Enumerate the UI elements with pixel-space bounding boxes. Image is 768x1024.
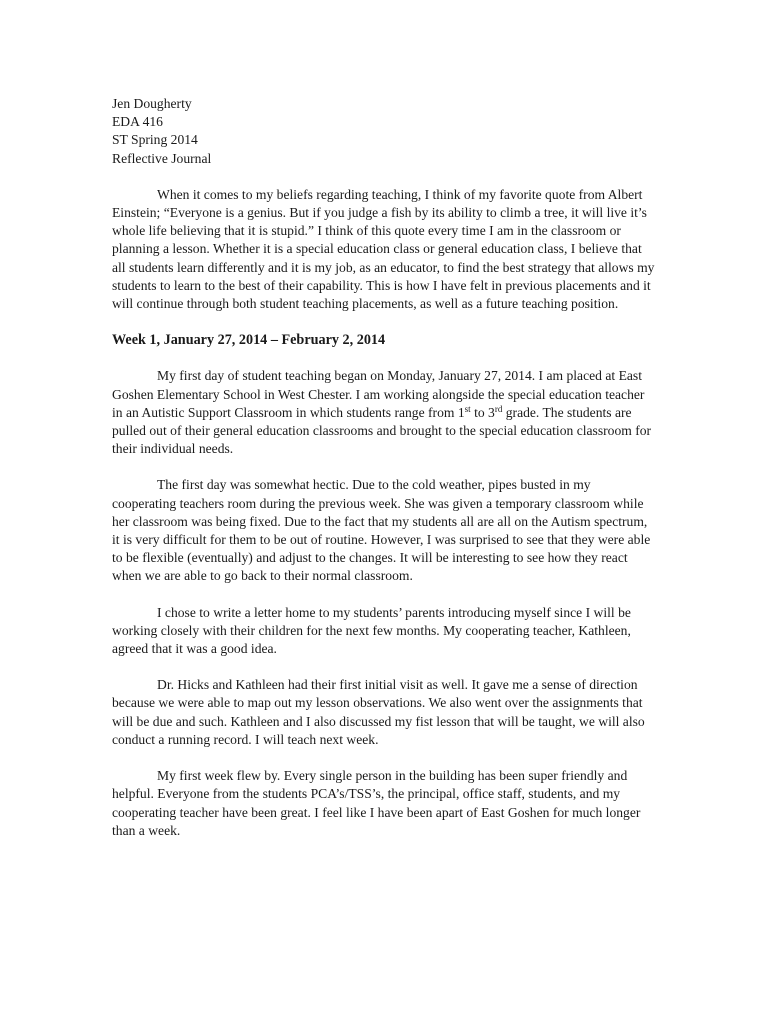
author-name: Jen Dougherty xyxy=(112,96,192,111)
ordinal-superscript: rd xyxy=(494,403,503,414)
week1-paragraph-4: Dr. Hicks and Kathleen had their first initial visit as well. It gave me a sense of direction because we were able to map out my lesson observations. We also went over the assignments that will be due and such. Kathleen and I also discussed my fist lesson that will be taught, we will also conduct a running record. I will teach next week. xyxy=(112,677,645,747)
document-page xyxy=(112,95,658,858)
course-code: EDA 416 xyxy=(112,114,163,130)
week1-paragraph-3: I chose to write a letter home to my students’ parents introducing myself since I will be working closely with their children for the next few months. My cooperating teacher, Kathleen, agreed that it was a good idea. xyxy=(112,604,631,657)
week1-paragraph-2: The first day was somewhat hectic. Due to the cold weather, pipes busted in my cooperating teachers room during the previous week. She was given a temporary classroom while her classroom was being fixed. Due to the fact that my students all are all on the Autism spectrum, it is very difficult for them to be out of routine. However, I was surprised to see that they were able to be flexible (eventually) and adjust to the changes. It will be interesting to see how they react when we are able to go back to their normal classroom. xyxy=(112,477,651,584)
document-title: Reflective Journal xyxy=(112,150,212,166)
week1-p1-text-b: to 3 xyxy=(470,404,495,420)
week1-paragraph-1 xyxy=(112,367,658,458)
week1-paragraph-5: My first week flew by. Every single person in the building has been super friendly and helpful. Everyone from the students PCA’s/TSS’s, the principal, office staff, students, and my cooperating teacher have been great. I feel like I have been apart of East Goshen for much longer than a week. xyxy=(112,768,641,838)
header-block xyxy=(112,95,658,168)
week1-p1-text-c: grade. The students are pulled out of their general education classrooms and brought to the special education classroom for their individual needs. xyxy=(112,404,652,457)
week1-p1-text-a: My first day of student teaching began on Monday, January 27, 2014. I am placed at East Goshen Elementary School in West Chester. I am working alongside the special education teacher in an Autistic Support Classroom in which students range from 1 xyxy=(112,368,645,420)
term: ST Spring 2014 xyxy=(112,132,198,148)
week-heading: Week 1, January 27, 2014 – February 2, 2014 xyxy=(112,332,386,349)
intro-paragraph: When it comes to my beliefs regarding teaching, I think of my favorite quote from Albert Einstein; “Everyone is a genius. But if you judge a fish by its ability to climb a tree, it will live it’s whole life believing that it is stupid.” I think of this quote every time I am in the classroom or planning a lesson. Whether it is a special education class or general education class, I believe that all students learn differently and it is my job, as an educator, to find the best strategy that allows my students to learn to the best of their capability. This is how I have felt in previous placements and it will continue through both student teaching placements, as well as a future teaching position. xyxy=(112,186,655,312)
ordinal-superscript: st xyxy=(464,403,471,414)
